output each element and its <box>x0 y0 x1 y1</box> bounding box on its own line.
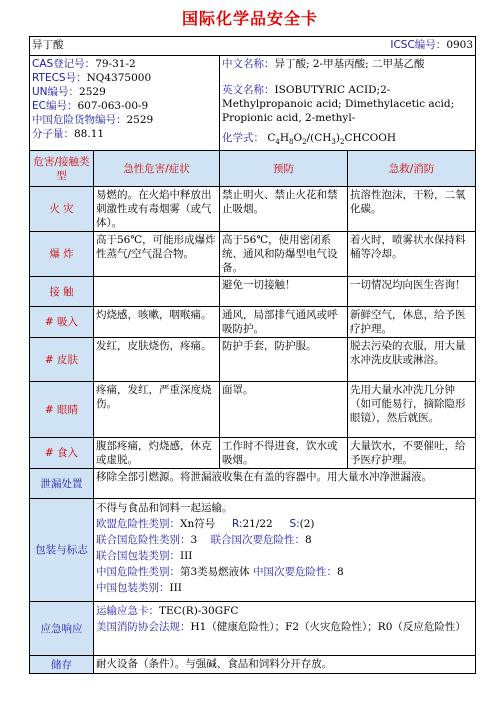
cn-packing-group: 中国包装类别：III <box>96 582 182 595</box>
hazard-prevent: 避免一切接触！ <box>220 277 348 307</box>
identifier-item: EC编号：607-063-00-9 <box>32 100 149 112</box>
identifier-item: UN编号：2529 <box>32 86 106 98</box>
hazard-firstaid: 一切情况均向医生咨询！ <box>348 277 476 307</box>
hazard-prevent: 通风，局部排气通风或呼吸防护。 <box>220 307 348 338</box>
hazard-row <box>30 232 476 277</box>
spill-label: 泄漏处置 <box>30 469 94 499</box>
hazard-type: # 眼睛 <box>30 382 94 438</box>
icsc-number: ICSC编号：0903 <box>390 39 474 51</box>
identifier-item: 中国危险货物编号：2529 <box>32 114 154 126</box>
header-firstaid: 急救/消防 <box>348 151 476 187</box>
hazard-acute: 灼烧感，咳嗽，咽喉痛。 <box>94 307 220 338</box>
hazard-type: 爆 炸 <box>30 232 94 277</box>
hazard-acute: 易燃的。在火焰中释放出刺激性或有毒烟雾（或气体）。 <box>94 187 220 232</box>
hazard-prevent: 工作时不得进食，饮水或吸烟。 <box>220 438 348 469</box>
spill-text: 移除全部引燃源。将泄漏液收集在有盖的容器中。用大量水冲净泄漏液。 <box>94 469 476 499</box>
storage-label: 储存 <box>30 656 94 674</box>
cn-classification: 中国危险性类别：第3类易燃液体 中国次要危险性：8 <box>96 566 344 579</box>
names-cell <box>220 56 476 151</box>
storage-text: 耐火设备（条件）。与强碱、食品和饲料分开存放。 <box>94 656 476 674</box>
hazard-prevent: 防护手套，防护服。 <box>220 338 348 382</box>
header-type: 危害/接触类型 <box>30 151 94 187</box>
hazard-acute: 高于56℃，可能形成爆炸性蒸气/空气混合物。 <box>94 232 220 277</box>
chinese-name: 中文名称：异丁酸; 2-甲基丙酸; 二甲基乙酸 <box>222 58 425 70</box>
hazard-acute <box>94 277 220 307</box>
chemical-formula: 化学式： $C_4H_8O_2/(CH_3)_2CHCOOH$ <box>222 132 397 147</box>
card-table <box>29 36 476 674</box>
hazard-firstaid: 着火时，喷雾状水保持料桶等冷却。 <box>348 232 476 277</box>
hazard-type: 火 灾 <box>30 187 94 232</box>
chemical-name: 异丁酸 <box>32 39 64 51</box>
hazard-acute: 腹部疼痛，灼烧感，休克或虚脱。 <box>94 438 220 469</box>
hazard-type: # 皮肤 <box>30 338 94 382</box>
name-row <box>30 37 476 56</box>
safety-card <box>29 36 475 674</box>
hazard-row <box>30 187 476 232</box>
hazard-firstaid: 脱去污染的衣服，用大量水冲洗皮肤或淋浴。 <box>348 338 476 382</box>
hazard-firstaid: 大量饮水，不要催吐，给予医疗护理。 <box>348 438 476 469</box>
header-prevent: 预防 <box>220 151 348 187</box>
hazard-row <box>30 277 476 307</box>
hazard-prevent: 禁止明火、禁止火花和禁止吸烟。 <box>220 187 348 232</box>
un-packing-group: 联合国包装类别：III <box>96 550 193 563</box>
hazard-type: # 吸入 <box>30 307 94 338</box>
hazard-prevent: 高于56℃，使用密闭系统、通风和防爆型电气设备。 <box>220 232 348 277</box>
hazard-firstaid: 新鲜空气，休息，给予医疗护理。 <box>348 307 476 338</box>
hazard-row <box>30 338 476 382</box>
english-name: 英文名称：ISOBUTYRIC ACID;2-Methylpropanoic acid; Dimethylacetic acid; Propionic acid, 2-methyl- <box>222 84 455 124</box>
hazard-acute: 疼痛，发红，严重深度烧伤。 <box>94 382 220 438</box>
hazard-type: # 食入 <box>30 438 94 469</box>
hazard-row <box>30 382 476 438</box>
hazard-firstaid: 抗溶性泡沫，干粉，二氧化碳。 <box>348 187 476 232</box>
eu-classification: 欧盟危险性类别：Xn符号 R:21/22 S:(2) <box>96 518 315 531</box>
identifiers-list <box>32 57 217 141</box>
hazard-type: 接 触 <box>30 277 94 307</box>
card-title: 国际化学品安全卡 <box>181 9 318 28</box>
hazard-firstaid: 先用大量水冲洗几分钟（如可能易行，摘除隐形眼镜），然后就医。 <box>348 382 476 438</box>
hazard-row <box>30 438 476 469</box>
hazard-row <box>30 307 476 338</box>
transport-card: 运输应急卡：TEC(R)-30GFC <box>96 605 239 618</box>
header-acute: 急性危害/症状 <box>94 151 220 187</box>
emergency-cell <box>94 602 476 656</box>
emergency-label: 应急响应 <box>30 602 94 656</box>
identifiers-cell <box>30 56 220 151</box>
identifier-item: CAS登记号：79-31-2 <box>32 58 136 70</box>
un-classification: 联合国危险性类别：3 联合国次要危险性：8 <box>96 534 312 547</box>
identifier-item: 分子量：88.11 <box>32 128 105 140</box>
hazard-prevent: 面罩。 <box>220 382 348 438</box>
packaging-label: 包装与标志 <box>30 499 94 602</box>
identifier-item: RTECS号：NQ4375000 <box>32 72 152 84</box>
hazard-acute: 发红，皮肤烧伤，疼痛。 <box>94 338 220 382</box>
packaging-line: 不得与食品和饲料一起运输。 <box>96 502 233 515</box>
packaging-cell <box>94 499 476 602</box>
nfpa-code: 美国消防协会法规：H1（健康危险性）；F2（火灾危险性）；R0（反应危险性） <box>96 621 466 634</box>
